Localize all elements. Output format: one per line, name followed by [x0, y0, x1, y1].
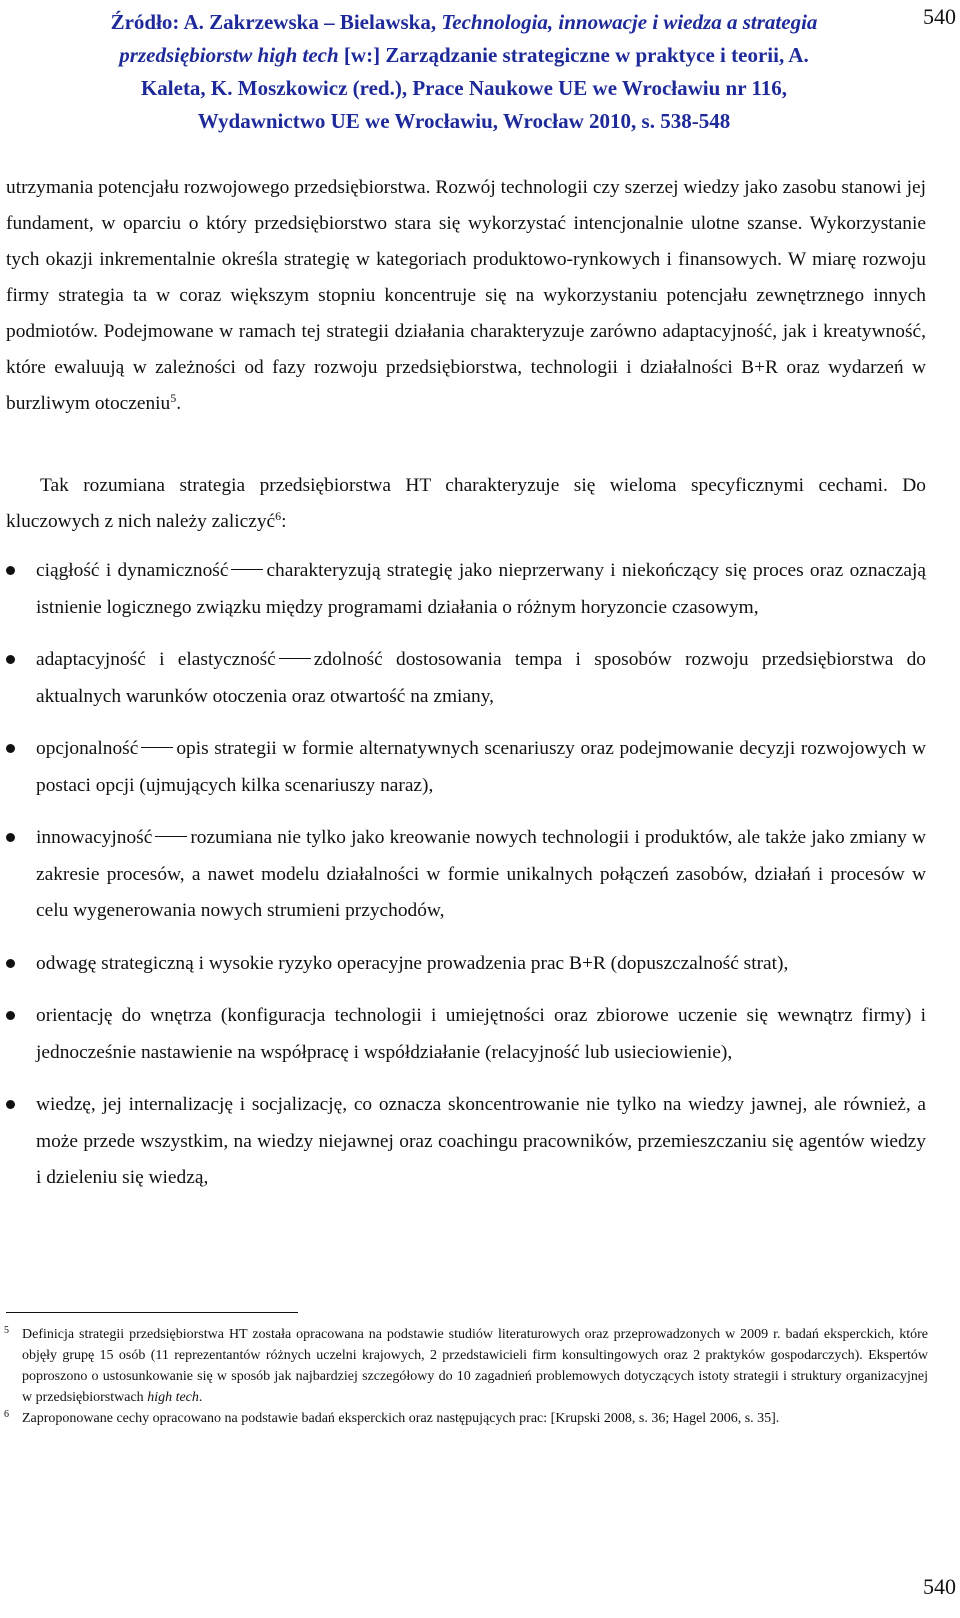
- footnote-number: 5: [4, 1325, 9, 1336]
- bullet-icon: [6, 959, 15, 968]
- bullet-text: opis strategii w formie alternatywnych scenariuszy oraz podejmowanie decyzji rozwojowych w postaci opcji (ujmujących kilka scenariuszy naraz),: [36, 738, 926, 796]
- source-title-part1: Technologia, innowacje i wiedza a strategia: [441, 10, 818, 34]
- footnote-number: 6: [4, 1409, 9, 1420]
- list-item: [0, 731, 926, 804]
- bullet-icon: [6, 1100, 15, 1109]
- dash-separator: [231, 569, 263, 570]
- page-number-bottom: 540: [923, 1574, 956, 1599]
- bullet-term: ciągłość i dynamiczność: [36, 560, 229, 581]
- paragraph-1: utrzymania potencjału rozwojowego przedsiębiorstwa. Rozwój technologii czy szerzej wiedzy jako zasobu stanowi jej fundament, w oparciu o który przedsiębiorstwo stara się wykorzystać intencjonalnie ulotne szanse. Wykorzystanie tych okazji inkrementalnie określa strategię w kategoriach produktowo-rynkowych i finansowych. W miarę rozwoju firmy strategia ta w coraz większym stopniu koncentruje się na wykorzystaniu potencjału zewnętrznego innych podmiotów. Podejmowane w ramach tej strategii działania charakteryzuje zarówno adaptacyjność, jak i kreatywność, które ewaluują w zależności od fazy rozwoju przedsiębiorstwa, technologii i działalności B+R oraz wydarzeń w burzliwym otoczeniu$^5$.: [6, 177, 926, 414]
- list-item: [0, 553, 926, 626]
- bullet-text: orientację do wnętrza (konfiguracja technologii i umiejętności oraz zbiorowe uczenie się wewnątrz firmy) i jednocześnie nastawienie na współpracę i współdziałanie (relacyjność lub usieciowienie),: [36, 1005, 926, 1063]
- list-item: [0, 1087, 926, 1197]
- bullet-icon: [6, 1011, 15, 1020]
- source-citation: [24, 6, 904, 138]
- bullet-term: adaptacyjność i elastyczność: [36, 649, 276, 670]
- list-item: [0, 998, 926, 1071]
- list-item: [0, 946, 926, 983]
- bullet-icon: [6, 655, 15, 664]
- list-item: [0, 820, 926, 930]
- footnote-6: 6 Zaproponowane cechy opracowano na podstawie badań eksperckich oraz następujących prac: [Krupski 2008, s. 36; Hagel 2006, s. 35].: [4, 1408, 928, 1429]
- footnotes: [4, 1324, 928, 1429]
- list-item: [0, 642, 926, 715]
- bullet-text: wiedzę, jej internalizację i socjalizację, co oznacza skoncentrowanie nie tylko na wiedzy jawnej, ale również, a może przede wszystkim, na wiedzy niejawnej oraz coachingu pracowników, przemieszczaniu się agentów wiedzy i dzieleniu się wiedzą,: [36, 1094, 926, 1188]
- bullet-text: odwagę strategiczną i wysokie ryzyko operacyjne prowadzenia prac B+R (dopuszczalność strat),: [36, 952, 789, 974]
- feature-bullet-list: [0, 553, 958, 1213]
- dash-separator: [141, 747, 173, 748]
- source-line-2: przedsiębiorstw high tech [w:] Zarządzanie strategiczne w praktyce i teorii, A.: [119, 43, 809, 67]
- source-line-3: Kaleta, K. Moszkowicz (red.), Prace Naukowe UE we Wrocławiu nr 116,: [140, 76, 788, 100]
- bullet-text: zdolność dostosowania tempa i sposobów rozwoju przedsiębiorstwa do aktualnych warunków otoczenia oraz otwartość na zmiany,: [36, 649, 926, 707]
- bullet-text: charakteryzują strategię jako nieprzerwany i niekończący się proces oraz oznaczają istnienie logicznego związku między programami działania o różnym horyzoncie czasowym,: [36, 560, 926, 618]
- source-line-1: Źródło: A. Zakrzewska – Bielawska, Technologia, innowacje i wiedza a strategia: [110, 10, 818, 34]
- bullet-term: opcjonalność: [36, 738, 139, 759]
- bullet-icon: [6, 744, 15, 753]
- footnote-ref-5: 5: [170, 391, 177, 405]
- page-number-top: 540: [923, 4, 956, 29]
- bullet-icon: [6, 833, 15, 842]
- bullet-text: rozumiana nie tylko jako kreowanie nowych technologii i produktów, ale także jako zmiany w zakresie procesów, a nawet modelu działalności w formie unikalnych połączeń zasobów, działań i procesów w celu wygenerowania nowych strumieni przychodów,: [36, 827, 926, 921]
- bullet-term: innowacyjność: [36, 827, 153, 848]
- footnote-5: 5 Definicja strategii przedsiębiorstwa HT została opracowana na podstawie studiów literaturowych oraz przeprowadzonych w 2009 r. badań eksperckich, które objęły grupę 15 osób (11 reprezentantów różnych uczelni krajowych, 2 przedstawicieli firm konsultingowych oraz 2 praktyków gospodarczych). Ekspertów poproszono o ustosunkowanie się w sposób jak najbardziej szczegółowy do 10 zagadnień problemowych dotyczących istoty strategii i struktury organizacyjnej w przedsiębiorstwach high tech.: [4, 1324, 928, 1408]
- footnote-ref-6: 6: [275, 509, 282, 523]
- dash-separator: [155, 836, 187, 837]
- source-title-part2: przedsiębiorstw high tech: [119, 43, 339, 67]
- bullet-icon: [6, 566, 15, 575]
- paragraph-2: Tak rozumiana strategia przedsiębiorstwa HT charakteryzuje się wieloma specyficznymi cechami. Do kluczowych z nich należy zaliczyć$^6$:: [6, 475, 926, 532]
- dash-separator: [279, 658, 311, 659]
- source-line-4: Wydawnictwo UE we Wrocławiu, Wrocław 2010, s. 538-548: [197, 109, 731, 133]
- footnote-separator: [6, 1312, 298, 1313]
